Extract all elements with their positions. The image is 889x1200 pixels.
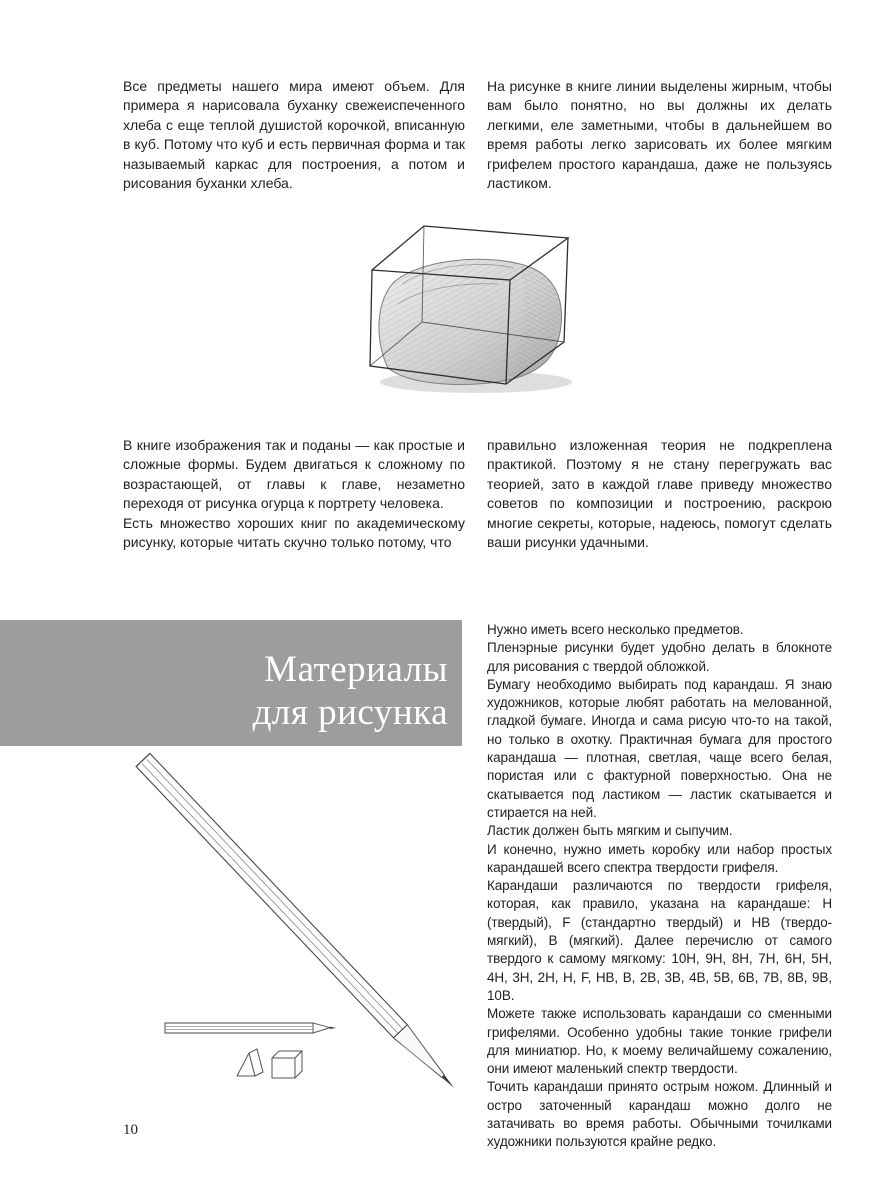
paragraph: И конечно, нужно иметь коробку или набор простых карандашей всего спектра твердости грифеля. bbox=[487, 841, 832, 875]
pencil-sketch bbox=[105, 742, 480, 1112]
paragraph: Бумагу необходимо выбирать под карандаш. Я знаю художников, которые любят работать на мелованной, гладкой бумаге. Иногда и сама рисую что-то на такой, но только в охотку. Практичная бумага для простого карандаша — плотная, светлая, чаще всего белая, пористая или с фактурной поверхностью. Она не скатывается под ластиком — ластик скатывается и стирается на ней. bbox=[487, 676, 832, 820]
paragraph: Пленэрные рисунки будет удобно делать в блокноте для рисования с твердой обложкой. bbox=[487, 640, 832, 674]
paragraph: В книге изображения так и поданы — как простые и сложные формы. Будем двигаться к сложному по возрастающей, от главы к главе, незаметно переходя от рисунка огурца к портрету человека. bbox=[123, 437, 465, 512]
section-title bbox=[253, 648, 448, 734]
top-left-paragraph: Все предметы нашего мира имеют объем. Для примера я нарисовала буханку свежеиспеченного хлеба с еще теплой душистой корочкой, вписанную в куб. Потому что куб и есть первичная форма и так называемый каркас для построения, а потом и рисования буханки хлеба. bbox=[123, 78, 465, 192]
section-banner bbox=[0, 620, 462, 746]
paragraph: Можете также использовать карандаши со сменными грифелями. Особенно удобны такие тонкие грифели для миниатюр. Но, к моему величайшему сожалению, они имеют маленький спектр твердости. bbox=[487, 1006, 832, 1077]
materials-text-column bbox=[487, 621, 832, 1152]
section-title-line1: Материалы bbox=[264, 649, 448, 690]
middle-right-paragraph: правильно изложенная теория не подкреплена практикой. Поэтому я не стану перегружать вас теорией, зато в каждой главе приведу множество советов по композиции и построению, раскрою многие секреты, которые, надеюсь, помогут сделать ваши рисунки удачными. bbox=[487, 437, 832, 551]
bread-cube-sketch bbox=[358, 212, 608, 404]
paragraph: Карандаши различаются по твердости грифеля, которая, как правило, указана на карандаше: H (твердый), F (стандартно твердый) и HB (твердо-мягкий), B (мягкий). Далее перечислю от самого твердого к самому мягкому: 10H, 9H, 8H, 7H, 6H, 5H, 4H, 3H, 2H, H, F, HB, B, 2B, 3B, 4B, 5B, 6B, 7B, 8B, 9B, 10B. bbox=[487, 878, 832, 1003]
top-right-paragraph: На рисунке в книге линии выделены жирным, чтобы вам было понятно, но вы должны их делать легкими, еле заметными, чтобы в дальнейшем во время работы легко зарисовать их более мягким грифелем простого карандаша, даже не пользуясь ластиком. bbox=[487, 78, 832, 192]
paragraph: Точить карандаши принято острым ножом. Длинный и остро заточенный карандаш можно долго не затачивать во время работы. Обычными точилками художники пользуются крайне редко. bbox=[487, 1079, 832, 1150]
paragraph: Есть множество хороших книг по академическому рисунку, которые читать скучно только потому, что bbox=[123, 514, 465, 551]
middle-left-paragraphs bbox=[123, 436, 465, 552]
pencil-illustration bbox=[105, 742, 480, 1117]
section-title-line2: для рисунка bbox=[252, 692, 448, 733]
bread-cube-illustration bbox=[358, 212, 608, 409]
paragraph: Нужно иметь всего несколько предметов. bbox=[487, 622, 744, 637]
page-number: 10 bbox=[123, 1122, 138, 1138]
paragraph: Ластик должен быть мягким и сыпучим. bbox=[487, 823, 733, 839]
